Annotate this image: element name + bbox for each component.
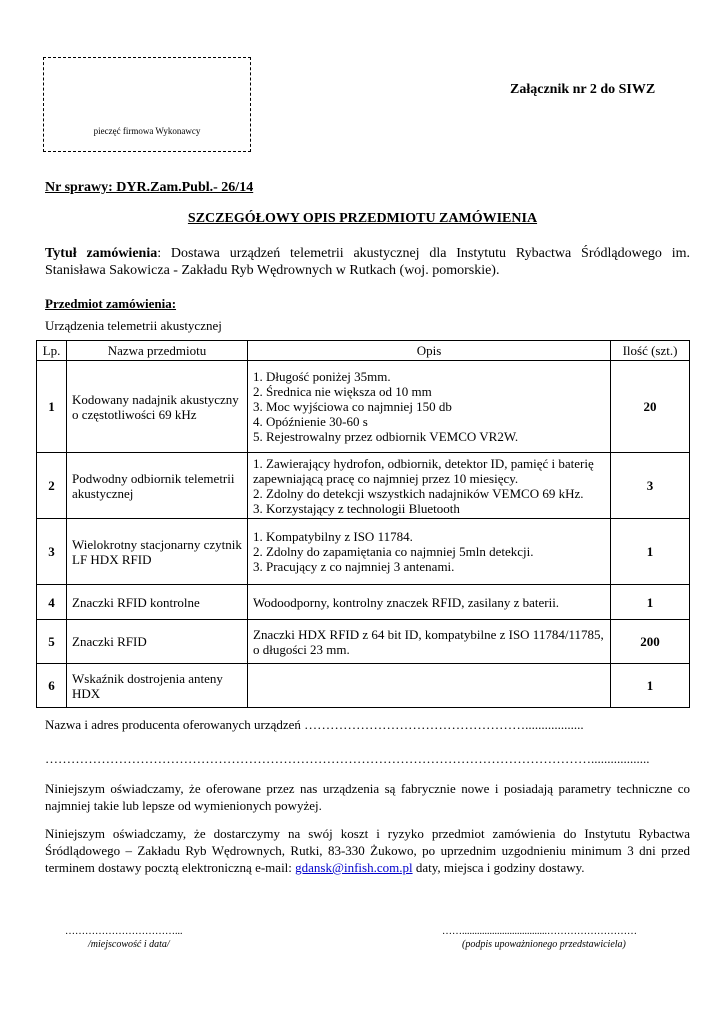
row-desc: [248, 664, 611, 708]
row-desc: [248, 519, 611, 585]
row-qty: 1: [611, 519, 690, 585]
row-qty: 1: [611, 585, 690, 620]
declaration-delivery-tail: daty, miejsca i godziny dostawy.: [412, 860, 585, 875]
table-header-row: [37, 341, 690, 361]
row-qty: 200: [611, 620, 690, 664]
items-table: [36, 340, 690, 708]
desc-line: 2. Zdolny do zapamiętania co najmniej 5mln detekcji.: [253, 544, 534, 559]
row-lp: 1: [37, 361, 67, 453]
desc-line: 2. Zdolny do detekcji wszystkich nadajników VEMCO 69 kHz.: [253, 485, 584, 501]
annex-label: Załącznik nr 2 do SIWZ: [510, 82, 656, 97]
desc-line: 5. Rejestrowalny przez odbiornik VEMCO VR2W.: [253, 429, 519, 444]
desc-line: 3. Moc wyjściowa co najmniej 150 db: [253, 399, 452, 414]
company-stamp-box: [43, 57, 251, 152]
desc-line: 2. Średnica nie większa od 10 mm: [253, 384, 432, 399]
subject-heading: Przedmiot zamówienia:: [45, 296, 177, 311]
header-lp: Lp.: [37, 341, 67, 361]
table-row: [37, 620, 690, 664]
declaration-delivery-text: Niniejszym oświadczamy, że dostarczymy na swój koszt i ryzyko przedmiot zamówienia do Instytutu Rybactwa Śródlądowego – Zakładu Ryb Wędrownych, Rutki, 83-330 Żukowo, po uprzednim uzgodnieniu minimum 3 dni przed terminem dostawy pocztą elektroniczną e-mail:: [45, 826, 690, 875]
producer-label: Nazwa i adres producenta oferowanych urządzeń ……………………………………………..................: [45, 717, 584, 732]
desc-line: 1. Zawierający hydrofon, odbiornik, detektor ID, pamięć i baterię zapewniającą pracę co najmniej przez 10 miesięcy.: [253, 455, 594, 486]
row-qty: 3: [611, 453, 690, 519]
signature-caption: (podpis upoważnionego przedstawiciela): [462, 939, 626, 950]
contact-email-link[interactable]: gdansk@infish.com.pl: [295, 860, 413, 875]
order-title-label: Tytuł zamówienia: [45, 246, 158, 261]
row-desc: [248, 361, 611, 453]
row-name: Znaczki RFID kontrolne: [67, 585, 248, 620]
place-date-dots: ……………………………...: [65, 926, 183, 937]
row-qty: 20: [611, 361, 690, 453]
row-lp: 6: [37, 664, 67, 708]
declaration-new-devices: Niniejszym oświadczamy, że oferowane przez nas urządzenia są fabrycznie nowe i posiadają parametry techniczne co najmniej takie lub lepsze od wymienionych powyżej.: [45, 781, 690, 813]
row-qty: 1: [611, 664, 690, 708]
row-name: Wielokrotny stacjonarny czytnik LF HDX RFID: [67, 519, 248, 585]
row-desc: [248, 453, 611, 519]
header-desc: Opis: [248, 341, 611, 361]
row-name: Wskaźnik dostrojenia anteny HDX: [67, 664, 248, 708]
stamp-label: pieczęć firmowa Wykonawcy: [93, 126, 201, 136]
order-title-paragraph: [45, 245, 690, 279]
signature-dots: ……..................................………………………: [442, 926, 637, 937]
desc-line: 1. Długość poniżej 35mm.: [253, 369, 391, 384]
place-date-caption: /miejscowość i data/: [88, 939, 170, 950]
row-desc: [248, 585, 611, 620]
row-name: Znaczki RFID: [67, 620, 248, 664]
order-title-text: : Dostawa urządzeń telemetrii akustycznej dla Instytutu Rybactwa Śródlądowego im. Stanisława Sakowicza - Zakładu Ryb Wędrownych w Rutkach (woj. pomorskie).: [45, 246, 691, 278]
desc-line: 3. Pracujący z co najmniej 3 antenami.: [253, 559, 455, 574]
desc-line: 1. Kompatybilny z ISO 11784.: [253, 529, 413, 544]
header-qty: Ilość (szt.): [611, 341, 690, 361]
document-title: SZCZEGÓŁOWY OPIS PRZEDMIOTU ZAMÓWIENIA: [187, 211, 538, 226]
table-row: [37, 585, 690, 620]
desc-line: 3. Korzystający z technologii Bluetooth: [253, 500, 460, 516]
row-lp: 4: [37, 585, 67, 620]
row-name: Kodowany nadajnik akustyczny o częstotliwości 69 kHz: [67, 361, 248, 453]
table-row: [37, 453, 690, 519]
table-row: [37, 361, 690, 453]
table-row: [37, 664, 690, 708]
row-name: Podwodny odbiornik telemetrii akustycznej: [67, 453, 248, 519]
row-lp: 3: [37, 519, 67, 585]
desc-line: 4. Opóźnienie 30-60 s: [253, 414, 368, 429]
subject-value: Urządzenia telemetrii akustycznej: [45, 318, 222, 333]
row-lp: 5: [37, 620, 67, 664]
table-row: [37, 519, 690, 585]
case-number: Nr sprawy: DYR.Zam.Publ.- 26/14: [45, 180, 254, 195]
header-name: Nazwa przedmiotu: [67, 341, 248, 361]
producer-dots-line: ………………………………………………………………………………………………………………..................: [45, 751, 650, 766]
row-desc: Znaczki HDX RFID z 64 bit ID, kompatybilne z ISO 11784/11785, o długości 23 mm.: [248, 620, 611, 664]
desc-line: Wodoodporny, kontrolny znaczek RFID, zasilany z baterii.: [253, 594, 560, 610]
row-lp: 2: [37, 453, 67, 519]
declaration-delivery: [45, 825, 690, 876]
